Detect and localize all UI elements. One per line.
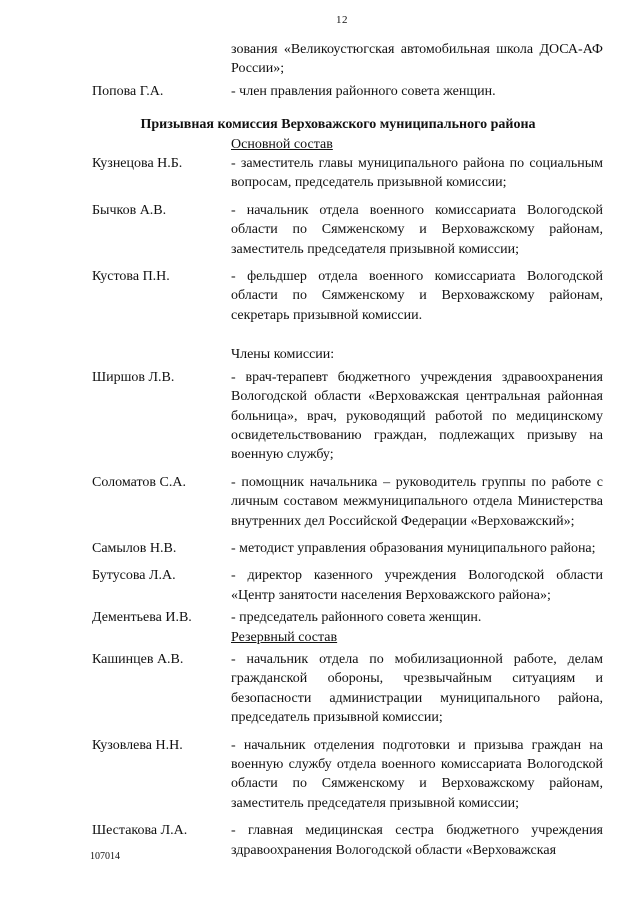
person-role: - начальник отделения подготовки и призыва граждан на военную службу отдела военного комиссариата Вологодской области по Сямженскому и Верховажскому районам, заместитель председателя призывной комиссии;: [231, 737, 603, 811]
person-name: Самылов Н.В.: [92, 540, 177, 556]
members-label: Члены комиссии:: [231, 347, 335, 363]
list-item: [0, 650, 640, 728]
person-role: - начальник отдела военного комиссариата Вологодской области по Сямженскому и Верховажскому районам, заместитель председателя призывной комиссии;: [231, 202, 603, 257]
main-composition-heading: Основной состав: [231, 136, 333, 152]
list-item: [0, 566, 640, 605]
person-name: Попова Г.А.: [92, 83, 164, 99]
list-item: [0, 608, 640, 627]
person-role: - член правления районного совета женщин.: [231, 83, 496, 99]
list-item: [0, 539, 640, 558]
person-role: - помощник начальника – руководитель группы по работе с личным составом межмуниципального отдела Министерства внутренних дел Российской Федерации «Верховажский»;: [231, 474, 603, 529]
person-name: Бычков А.В.: [92, 202, 167, 218]
person-role: - фельдшер отдела военного комиссариата Вологодской области по Сямженскому и Верховажскому районам, секретарь призывной комиссии.: [231, 269, 603, 323]
person-name: Кузовлева Н.Н.: [92, 737, 183, 753]
page-number: 12: [336, 14, 348, 26]
person-name: Соломатов С.А.: [92, 474, 186, 490]
person-role: зования «Великоустюгская автомобильная школа ДОСА-АФ России»;: [231, 42, 603, 77]
person-name: Ширшов Л.В.: [92, 369, 175, 385]
list-item: [0, 736, 640, 814]
person-role: - врач-терапевт бюджетного учреждения здравоохранения Вологодской области «Верховажская центральная районная больница», врач, руководящий работой по медицинскому освидетельствованию граждан, подлежащих призыву на военную службу;: [231, 369, 603, 463]
person-role: - председатель районного совета женщин.: [231, 610, 482, 626]
person-name: Кустова П.Н.: [92, 269, 170, 285]
person-role: - главная медицинская сестра бюджетного учреждения здравоохранения Вологодской области «Верховажская: [231, 823, 603, 858]
list-item: [0, 267, 640, 325]
list-item: [0, 154, 640, 193]
person-name: Кашинцев А.В.: [92, 651, 184, 667]
section-title: Призывная комиссия Верховажского муниципального района: [140, 117, 536, 133]
person-role: - методист управления образования муниципального района;: [231, 540, 596, 556]
reserve-composition-heading: Резервный состав: [231, 629, 338, 645]
person-name: Кузнецова Н.Б.: [92, 156, 183, 172]
page-content: [0, 40, 640, 860]
person-role: - директор казенного учреждения Вологодской области «Центр занятости населения Верховажского района»;: [231, 568, 603, 603]
person-name: Дементьева И.В.: [92, 610, 192, 626]
person-name: Шестакова Л.А.: [92, 823, 188, 839]
list-item: [0, 201, 640, 259]
list-item: [0, 82, 640, 101]
list-item: [0, 40, 640, 79]
list-item: [0, 473, 640, 531]
list-item: [0, 368, 640, 465]
person-name: Бутусова Л.А.: [92, 568, 176, 584]
person-role: - начальник отдела по мобилизационной работе, делам гражданской обороны, чрезвычайным ситуациям и безопасности администрации муниципального района, председатель призывной комиссии;: [231, 651, 603, 726]
document-code: 107014: [90, 851, 120, 862]
person-role: - заместитель главы муниципального района по социальным вопросам, председатель призывной комиссии;: [231, 156, 603, 191]
